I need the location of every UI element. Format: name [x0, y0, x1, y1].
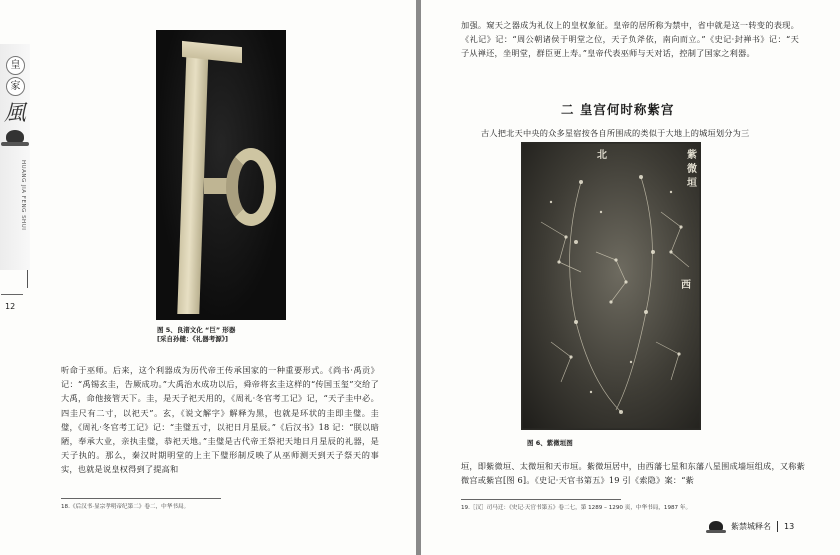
- brand-char-1: 皇: [6, 56, 25, 75]
- brand-logo: [6, 56, 28, 98]
- figure-5-caption-source: [采自孙健：《礼器考源》]: [157, 335, 228, 343]
- figure-6-star-map: [521, 142, 701, 430]
- brand-script: 風: [4, 101, 25, 126]
- left-body-text: [61, 363, 379, 493]
- star-map-drawing: [521, 142, 701, 430]
- footnote-19: 19.［汉］司马迁：《史记·天官书第五》卷二七，第 1289 – 1290 页，中华书局，1987 年。: [461, 505, 692, 511]
- teapot-icon: [6, 130, 24, 144]
- teapot-icon: [709, 521, 723, 532]
- page-number-right: 13: [784, 521, 795, 531]
- figure-6-caption: 图 6、紫微垣图: [527, 439, 573, 447]
- section-heading: 二 皇宫何时称紫宫: [561, 102, 675, 117]
- figure-5-photo: [156, 30, 286, 320]
- brand-pinyin: HUANG JIA FENG SHUI: [20, 160, 26, 231]
- star-map-label-3: 垣: [687, 178, 697, 189]
- star-map-label-west: 西: [681, 280, 691, 291]
- brand-char-2: 家: [6, 77, 25, 96]
- running-footer: [709, 518, 794, 534]
- jade-ring: [226, 148, 276, 226]
- paragraph: 加强。窥天之器成为礼仪上的皇权象征。皇帝的居所称为禁中，省中就是这一转变的表现。《礼记》记：“周公朝诸侯于明堂之位，天子负斧依，南向而立。”《史记·封禅书》记：“天子从禅还，坐明堂，群臣更上寿。”皇帝代表巫师与天对话，控制了国家之利器。: [461, 20, 799, 59]
- page-number-left: 12: [5, 302, 16, 311]
- left-page: [0, 0, 416, 555]
- paragraph: 垣，即紫微垣、太微垣和天市垣。紫微垣居中，由西藩七星和东藩八星围成墙垣组成，又称紫微宫或紫宫[图 6]。《史记·天官书第五》19 引《索隐》案：“紫: [461, 461, 805, 486]
- margin-rule: [27, 270, 28, 288]
- right-body-text-mid: [461, 126, 801, 142]
- paragraph: 古人把北天中央的众多星宿按各自所围成的类似于大地上的城垣划分为三: [481, 128, 750, 138]
- footnote-rule: [61, 498, 221, 499]
- star-map-label-1: 紫: [687, 150, 697, 161]
- right-body-text-bottom: [461, 459, 805, 495]
- figure-5-caption: [157, 326, 235, 344]
- footer-divider: [777, 521, 778, 532]
- right-body-text-top: [461, 2, 799, 92]
- footnote-18: 18.《后汉书·显宗孝明帝纪第二》卷二，中华书局。: [61, 504, 190, 510]
- figure-5-caption-title: 图 5、良渚文化 “巨” 形器: [157, 326, 236, 334]
- running-footer-title: 紫禁城释名: [731, 521, 771, 531]
- star-map-label-2: 微: [687, 164, 697, 175]
- right-page: [421, 0, 840, 555]
- paragraph: 听命于巫师。后来，这个利器成为历代帝王传承国家的一种重要形式。《尚书·禹贡》记：“禹锡玄圭，告厥成功。”大禹治水成功以后，舜帝将玄圭这样的“传国玉玺”交给了大禹，命他接管天下。圭，是天子祀天用的，《周礼·冬官考工记》记，“天子圭中必。四圭尺有二寸，以祀天”。玄，《说文解字》解释为黑，也就是环状的圭即圭璧。圭璧，《周礼·冬官考工记》记：“圭璧五寸，以祀日月星辰。”《后汉书》18 记：“朕以暗陋，奉承大业，亲执圭璧，恭祀天地。”圭璧是古代帝王祭祀天地日月星辰的礼器，是天子执的。那么，秦汉时期明堂的上主下璧形制反映了从巫师测天到天子祭天的事实，也就是说皇权得到了提高和: [61, 365, 379, 475]
- footnote-rule: [461, 499, 621, 500]
- star-map-label-north: 北: [597, 150, 607, 161]
